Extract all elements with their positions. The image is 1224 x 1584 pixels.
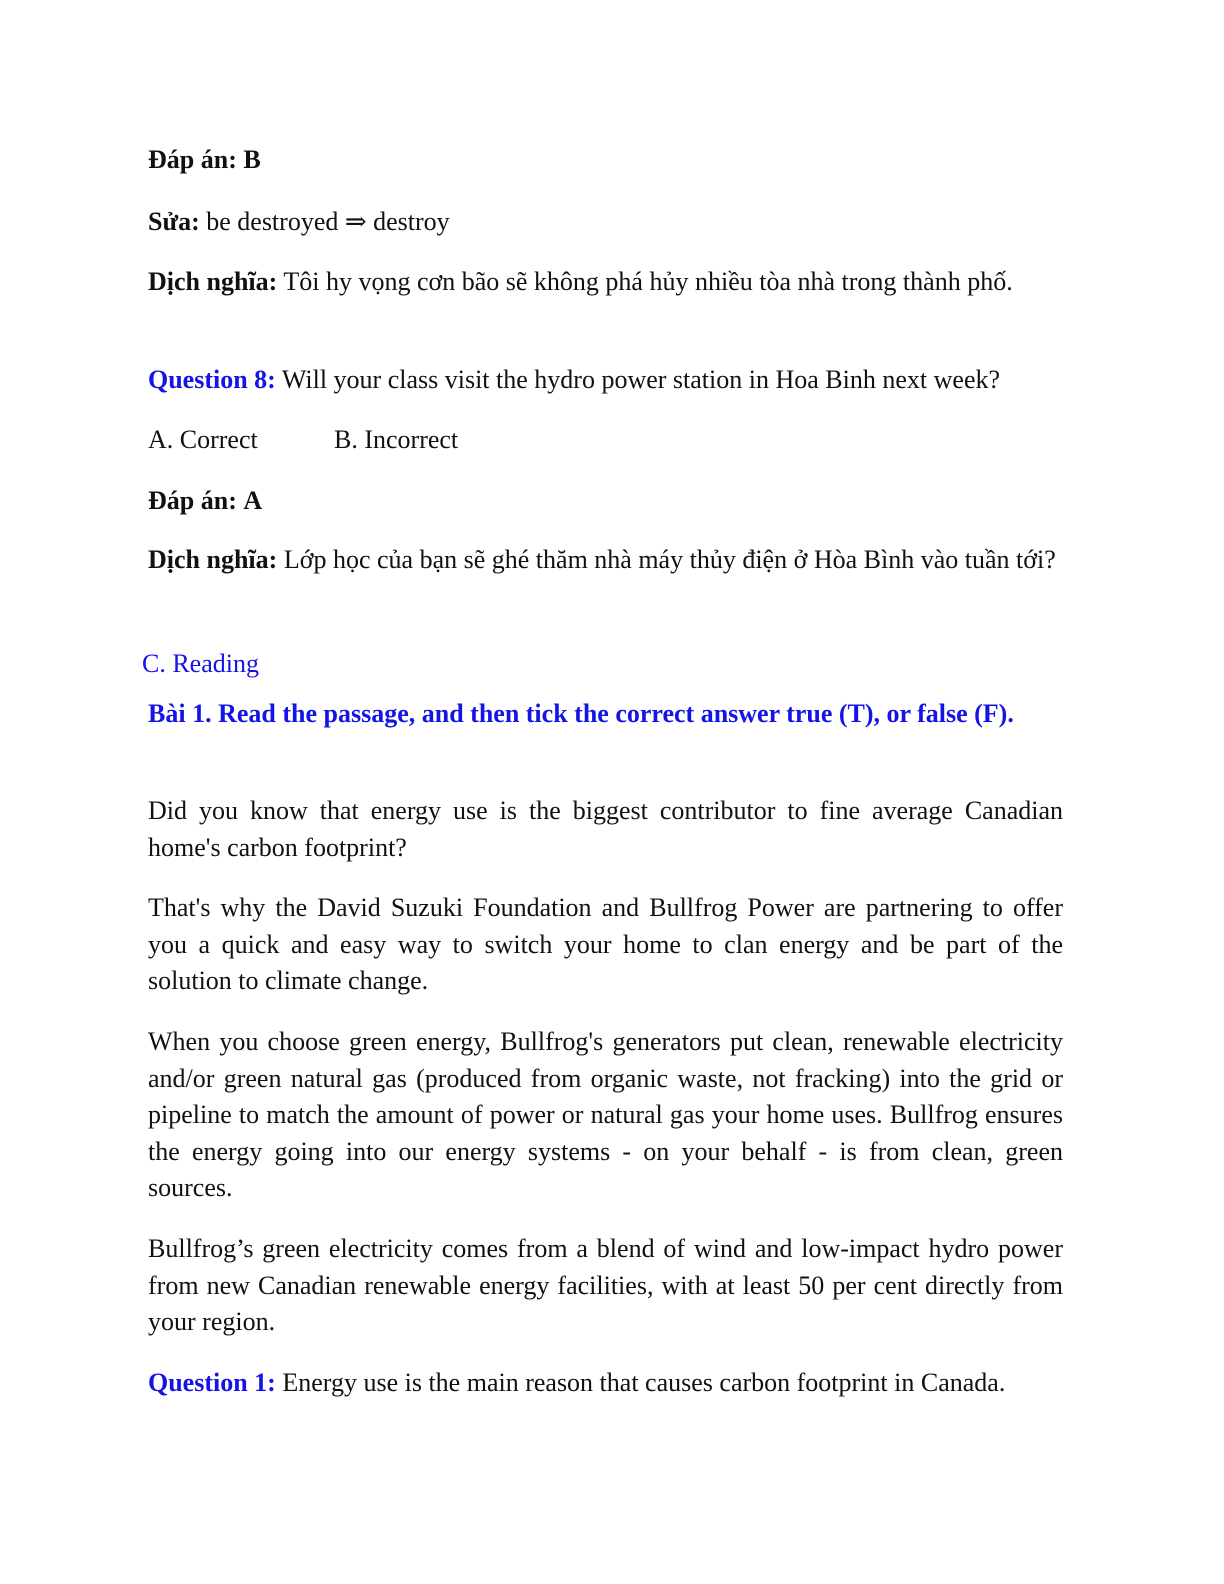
question-label: Question 8:	[148, 365, 276, 394]
answer-value: A	[243, 486, 263, 515]
translation-label: Dịch nghĩa:	[148, 545, 278, 574]
answer-label: Đáp án:	[148, 145, 237, 174]
q7-fix	[148, 203, 1063, 240]
option-b: B. Incorrect	[334, 425, 459, 454]
fix-label: Sửa:	[148, 207, 200, 236]
passage-paragraph: Bullfrog’s green electricity comes from a blend of wind and low-impact hydro power from new Canadian renewable energy facilities, with at least 50 per cent directly from your region.	[148, 1234, 1063, 1336]
question-8	[148, 361, 1063, 398]
q8-translation	[148, 542, 1063, 579]
translation-label: Dịch nghĩa:	[148, 267, 278, 296]
answer-label: Đáp án:	[148, 486, 237, 515]
exercise-title: Bài 1. Read the passage, and then tick the correct answer true (T), or false (F).	[148, 699, 1014, 728]
passage-paragraph: Did you know that energy use is the biggest contributor to fine average Canadian home's carbon footprint?	[148, 796, 1063, 862]
section-heading: C. Reading	[142, 649, 259, 678]
q8-options	[148, 421, 1063, 458]
option-a: A. Correct	[148, 425, 258, 454]
passage-paragraph: That's why the David Suzuki Foundation and Bullfrog Power are partnering to offer you a quick and easy way to switch your home to clan energy and be part of the solution to climate change.	[148, 893, 1063, 995]
question-1	[148, 1364, 1063, 1401]
question-text: Will your class visit the hydro power station in Hoa Binh next week?	[281, 365, 1001, 394]
answer-value: B	[243, 145, 261, 174]
q8-answer	[148, 482, 1063, 519]
translation-text: Lớp học của bạn sẽ ghé thăm nhà máy thủy điện ở Hòa Bình vào tuần tới?	[283, 545, 1056, 574]
question-label: Question 1:	[148, 1368, 276, 1397]
passage-paragraph: When you choose green energy, Bullfrog's generators put clean, renewable electricity and/or green natural gas (produced from organic waste, not fracking) into the grid or pipeline to match the amount of power or natural gas your home uses. Bullfrog ensures the energy going into our energy systems - on your behalf - is from clean, green sources.	[148, 1027, 1063, 1202]
translation-text: Tôi hy vọng cơn bão sẽ không phá hủy nhiều tòa nhà trong thành phố.	[283, 267, 1013, 296]
q7-answer	[148, 141, 1063, 178]
fix-text: be destroyed ⇒ destroy	[206, 207, 450, 236]
q7-translation	[148, 264, 1063, 301]
question-text: Energy use is the main reason that causes carbon footprint in Canada.	[282, 1368, 1006, 1397]
